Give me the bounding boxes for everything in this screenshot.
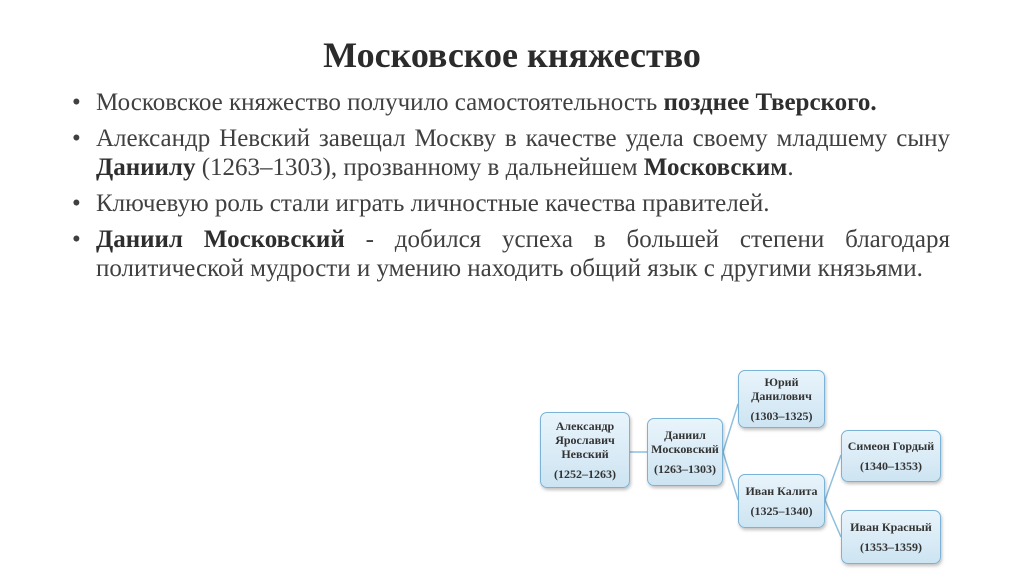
slide-title: Московское княжество: [323, 35, 701, 75]
bullet-list: [70, 88, 950, 290]
node-name: Иван Калита: [745, 484, 818, 498]
node-years: (1325–1340): [750, 504, 813, 518]
bullet-item: [70, 88, 950, 117]
tree-node-ivan-kalita: [738, 474, 825, 528]
node-years: (1303–1325): [750, 409, 813, 423]
node-name: Даниил Московский: [651, 428, 719, 456]
bullet-text: (1263–1303), прозванному в дальнейшем: [195, 154, 644, 181]
node-years: (1263–1303): [654, 462, 716, 476]
bullet-bold-text: Даниил Московский: [96, 226, 345, 253]
bullet-bold-text: позднее Тверского.: [663, 89, 877, 116]
tree-node-yuri: [738, 370, 825, 428]
bullet-bold-text: Московским: [643, 154, 788, 181]
bullet-item: [70, 225, 950, 283]
bullet-dot-icon: •: [72, 125, 81, 152]
bullet-dot-icon: •: [72, 190, 81, 217]
tree-node-alexander: [540, 412, 630, 488]
node-name: Иван Красный: [850, 520, 932, 534]
connector-line: [825, 500, 841, 537]
bullet-text: Московское княжество получило самостоятельность: [96, 89, 664, 116]
node-years: (1252–1263): [554, 467, 616, 481]
node-years: (1340–1353): [860, 459, 922, 473]
connector-line: [723, 404, 738, 452]
bullet-item: [70, 189, 950, 218]
bullet-text: Ключевую роль стали играть личностные качества правителей.: [96, 190, 770, 217]
bullet-text: Александр Невский завещал Москву в качестве удела своему младшему сыну: [96, 125, 950, 152]
tree-node-simeon: [841, 430, 941, 482]
bullet-bold-text: Даниилу: [96, 154, 196, 181]
bullet-dot-icon: •: [72, 226, 81, 253]
connector-line: [723, 452, 738, 500]
node-name: Александр Ярославич Невский: [555, 419, 615, 461]
connector-line: [825, 455, 841, 500]
node-name: Юрий Данилович: [751, 375, 812, 403]
bullet-text: .: [787, 154, 794, 181]
tree-node-ivan-krasny: [841, 510, 941, 564]
tree-node-daniil: [647, 418, 723, 486]
bullet-text: - добился успеха в большей степени благодаря политической мудрости и умению находить общий язык с другими князьями.: [96, 226, 951, 282]
bullet-dot-icon: •: [72, 89, 81, 116]
node-name: Симеон Гордый: [847, 439, 935, 453]
node-years: (1353–1359): [860, 540, 922, 554]
bullet-item: [70, 124, 950, 182]
